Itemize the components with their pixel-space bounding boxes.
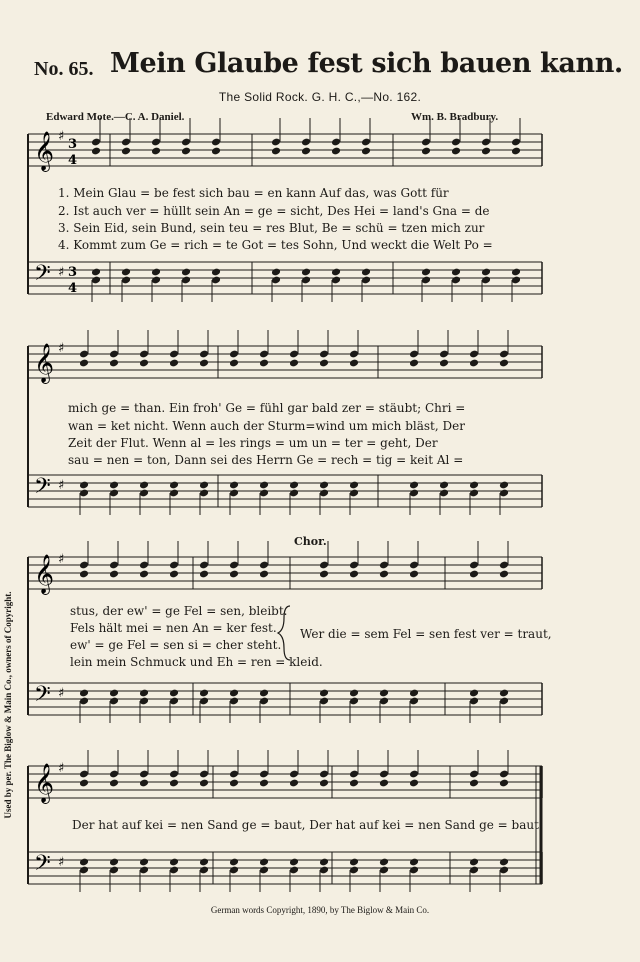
notehead — [259, 779, 269, 788]
notehead — [259, 359, 269, 368]
notehead — [109, 779, 119, 788]
notehead — [289, 779, 299, 788]
notehead — [469, 689, 479, 698]
notehead — [139, 481, 149, 490]
notehead — [421, 268, 431, 277]
lyric-line: lein mein Schmuck und Eh = ren = kleid. — [70, 655, 323, 669]
notehead — [109, 359, 119, 368]
sharp-icon: ♯ — [58, 478, 65, 493]
notehead — [499, 570, 509, 579]
notehead — [499, 689, 509, 698]
notehead — [109, 570, 119, 579]
chorus-label: Chor. — [294, 535, 327, 548]
notehead — [499, 858, 509, 867]
notehead — [259, 570, 269, 579]
notehead — [469, 570, 479, 579]
notehead — [451, 268, 461, 277]
notehead — [79, 779, 89, 788]
notehead — [469, 481, 479, 490]
notehead — [169, 359, 179, 368]
notehead — [349, 481, 359, 490]
treble-clef-icon: 𝄞 — [34, 131, 55, 171]
copyright-side-note: Used by per. The Biglow & Main Co., owners of Copyright. — [3, 591, 13, 819]
notehead — [259, 858, 269, 867]
notehead — [229, 481, 239, 490]
notehead — [361, 147, 371, 156]
notehead — [361, 268, 371, 277]
notehead — [79, 689, 89, 698]
lyric-line: 1. Mein Glau = be fest sich bau = en kann Auf das, was Gott für — [58, 186, 449, 200]
bass-clef-icon: 𝄢 — [34, 261, 51, 291]
notehead — [481, 147, 491, 156]
notehead — [409, 359, 419, 368]
lyric-line: Zeit der Flut. Wenn al = les rings = um un = ter = geht, Der — [68, 436, 438, 450]
notehead — [301, 268, 311, 277]
footer-copyright: German words Copyright, 1890, by The Biglow & Main Co. — [210, 905, 430, 915]
notehead — [319, 481, 329, 490]
notehead — [211, 147, 221, 156]
notehead — [79, 359, 89, 368]
notehead — [349, 689, 359, 698]
notehead — [151, 268, 161, 277]
bass-clef-icon: 𝄢 — [34, 474, 51, 504]
notehead — [199, 359, 209, 368]
notehead — [109, 481, 119, 490]
notehead — [169, 481, 179, 490]
time-signature-icon: 4 — [68, 153, 78, 168]
notehead — [139, 359, 149, 368]
time-signature-icon: 3 — [68, 137, 78, 152]
notehead — [409, 779, 419, 788]
notehead — [421, 147, 431, 156]
music-credit: Wm. B. Bradbury. — [411, 111, 499, 123]
notehead — [439, 481, 449, 490]
notehead — [349, 570, 359, 579]
notehead — [409, 858, 419, 867]
notehead — [271, 268, 281, 277]
notehead — [199, 779, 209, 788]
chorus-lyric: Wer die = sem Fel = sen fest ver = traut, — [300, 627, 552, 641]
treble-clef-icon: 𝄞 — [34, 554, 55, 594]
notehead — [229, 359, 239, 368]
notehead — [109, 689, 119, 698]
notehead — [319, 570, 329, 579]
notehead — [91, 147, 101, 156]
notehead — [91, 268, 101, 277]
lyric-line: 3. Sein Eid, sein Bund, sein teu = res Blut, Be = schü = tzen mich zur — [58, 221, 485, 235]
time-signature-icon: 4 — [68, 281, 78, 296]
notehead — [259, 481, 269, 490]
notehead — [181, 147, 191, 156]
notehead — [499, 359, 509, 368]
hymn-subtitle: The Solid Rock. G. H. C.,—No. 162. — [218, 90, 422, 104]
notehead — [469, 779, 479, 788]
notehead — [139, 858, 149, 867]
notehead — [151, 147, 161, 156]
lyric-line: stus, der ew' = ge Fel = sen, bleibt. — [70, 604, 288, 618]
lyric-line: Fels hält mei = nen An = ker fest. — [70, 621, 277, 635]
notehead — [289, 481, 299, 490]
notehead — [499, 779, 509, 788]
lyric-line: 2. Ist auch ver = hüllt sein An = ge = sicht, Des Hei = land's Gna = de — [58, 204, 490, 218]
notehead — [289, 858, 299, 867]
notehead — [349, 858, 359, 867]
notehead — [481, 268, 491, 277]
notehead — [169, 858, 179, 867]
sharp-icon: ♯ — [58, 686, 65, 701]
notehead — [499, 481, 509, 490]
lyric-line: Der hat auf kei = nen Sand ge = baut, Der hat auf kei = nen Sand ge = baut. — [72, 818, 543, 832]
notehead — [319, 858, 329, 867]
notehead — [229, 570, 239, 579]
bass-clef-icon: 𝄢 — [34, 682, 51, 712]
notehead — [169, 689, 179, 698]
notehead — [511, 268, 521, 277]
notehead — [379, 689, 389, 698]
sharp-icon: ♯ — [58, 265, 65, 280]
notehead — [301, 147, 311, 156]
lyric-line: 4. Kommt zum Ge = rich = te Got = tes Sohn, Und weckt die Welt Po = — [58, 238, 493, 252]
lyric-line: mich ge = than. Ein froh' Ge = fühl gar bald zer = stäubt; Chri = — [68, 401, 466, 415]
sharp-icon: ♯ — [58, 129, 65, 144]
notehead — [79, 481, 89, 490]
notehead — [259, 689, 269, 698]
notehead — [79, 858, 89, 867]
lyric-line: ew' = ge Fel = sen si = cher steht. — [70, 638, 282, 652]
notehead — [379, 779, 389, 788]
notehead — [289, 359, 299, 368]
notehead — [181, 268, 191, 277]
notehead — [331, 147, 341, 156]
notehead — [511, 147, 521, 156]
notehead — [409, 570, 419, 579]
notehead — [211, 268, 221, 277]
notehead — [79, 570, 89, 579]
notehead — [139, 570, 149, 579]
sharp-icon: ♯ — [58, 341, 65, 356]
hymn-title: Mein Glaube fest sich bauen kann. — [110, 48, 623, 79]
notehead — [379, 570, 389, 579]
notehead — [199, 570, 209, 579]
notehead — [319, 359, 329, 368]
notehead — [199, 858, 209, 867]
words-credit: Edward Mote.—C. A. Daniel. — [46, 111, 185, 123]
notehead — [229, 689, 239, 698]
notehead — [169, 570, 179, 579]
notehead — [199, 689, 209, 698]
sharp-icon: ♯ — [58, 761, 65, 776]
notehead — [121, 147, 131, 156]
notehead — [271, 147, 281, 156]
lyric-line: sau = nen = ton, Dann sei des Herrn Ge = rech = tig = keit Al = — [68, 453, 464, 467]
notehead — [379, 858, 389, 867]
lyric-line: wan = ket nicht. Wenn auch der Sturm=wind um mich bläst, Der — [68, 419, 465, 433]
notehead — [139, 779, 149, 788]
notehead — [319, 779, 329, 788]
notehead — [451, 147, 461, 156]
notehead — [319, 689, 329, 698]
notehead — [229, 858, 239, 867]
notehead — [469, 359, 479, 368]
notehead — [199, 481, 209, 490]
bass-clef-icon: 𝄢 — [34, 851, 51, 881]
sharp-icon: ♯ — [58, 552, 65, 567]
notehead — [229, 779, 239, 788]
notehead — [139, 689, 149, 698]
notehead — [349, 359, 359, 368]
hymn-number: No. 65. — [34, 58, 94, 80]
notehead — [439, 359, 449, 368]
notehead — [349, 779, 359, 788]
notehead — [109, 858, 119, 867]
notehead — [121, 268, 131, 277]
time-signature-icon: 3 — [68, 265, 78, 280]
treble-clef-icon: 𝄞 — [34, 343, 55, 383]
notehead — [169, 779, 179, 788]
sharp-icon: ♯ — [58, 855, 65, 870]
notehead — [331, 268, 341, 277]
notehead — [409, 689, 419, 698]
treble-clef-icon: 𝄞 — [34, 763, 55, 803]
notehead — [409, 481, 419, 490]
notehead — [469, 858, 479, 867]
